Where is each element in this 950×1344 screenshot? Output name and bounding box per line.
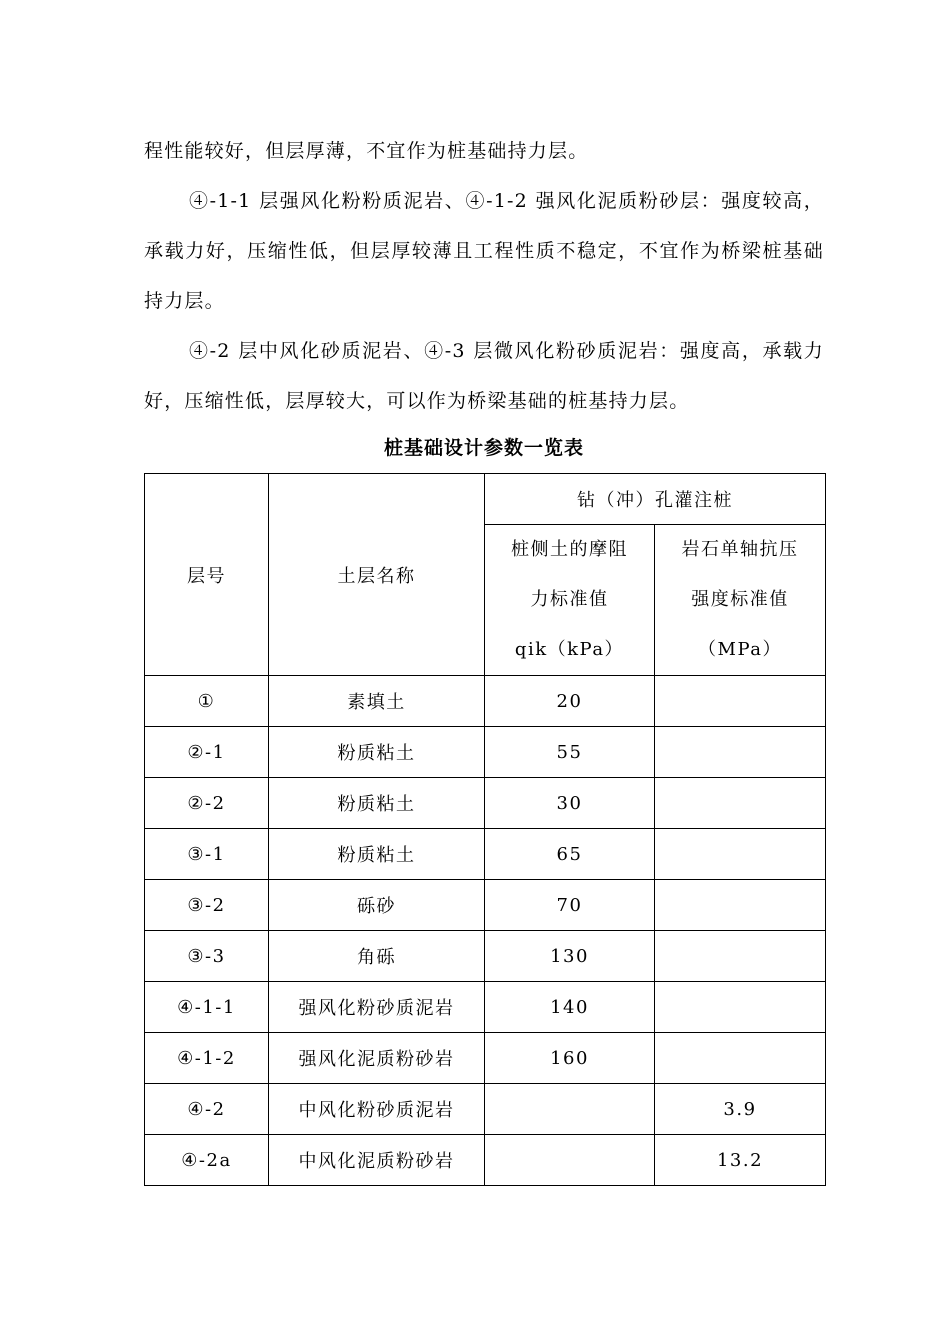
header-row-top	[145, 474, 826, 525]
layer-no-cell: ①	[145, 676, 269, 727]
friction-value-cell: 30	[485, 778, 655, 829]
layer-no-cell: ④-2a	[145, 1135, 269, 1186]
rock-strength-cell	[655, 880, 826, 931]
layer-no-cell: ④-2	[145, 1084, 269, 1135]
layer-no-cell: ②-1	[145, 727, 269, 778]
friction-value-cell	[485, 1084, 655, 1135]
paragraph-layer-4-2: ④-2 层中风化砂质泥岩、④-3 层微风化粉砂质泥岩：强度高，承载力好，压缩性低，层厚较大，可以作为桥梁基础的桩基持力层。	[144, 340, 824, 412]
soil-name-cell: 砾砂	[269, 880, 485, 931]
paragraph-continuation: 程性能较好，但层厚薄，不宜作为桩基础持力层。	[144, 140, 589, 162]
header-layer-no: 层号	[145, 474, 269, 676]
table-row	[145, 676, 826, 727]
soil-name-cell: 角砾	[269, 931, 485, 982]
soil-name-cell: 中风化粉砂质泥岩	[269, 1084, 485, 1135]
soil-name-cell: 强风化泥质粉砂岩	[269, 1033, 485, 1084]
table-row	[145, 727, 826, 778]
header-pile-group: 钻（冲）孔灌注桩	[485, 474, 826, 525]
table-row	[145, 829, 826, 880]
table-row	[145, 931, 826, 982]
header-rock-strength	[655, 525, 826, 676]
soil-name-cell: 强风化粉砂质泥岩	[269, 982, 485, 1033]
layer-no-cell: ②-2	[145, 778, 269, 829]
rock-strength-cell	[655, 982, 826, 1033]
layer-no-cell: ③-2	[145, 880, 269, 931]
paragraph-layer-4-1: ④-1-1 层强风化粉粉质泥岩、④-1-2 强风化泥质粉砂层：强度较高，承载力好，压缩性低，但层厚较薄且工程性质不稳定，不宜作为桥梁桩基础持力层。	[144, 190, 824, 312]
soil-name-cell: 粉质粘土	[269, 778, 485, 829]
header-rock-line: 岩石单轴抗压	[681, 539, 799, 560]
layer-no-cell: ④-1-2	[145, 1033, 269, 1084]
soil-name-cell: 粉质粘土	[269, 727, 485, 778]
soil-name-cell: 中风化泥质粉砂岩	[269, 1135, 485, 1186]
friction-value-cell	[485, 1135, 655, 1186]
header-soil-name: 土层名称	[269, 474, 485, 676]
header-friction-line: qik（kPa）	[514, 639, 625, 660]
table-row	[145, 1135, 826, 1186]
table-row	[145, 778, 826, 829]
friction-value-cell: 55	[485, 727, 655, 778]
header-rock-line: 强度标准值	[691, 589, 789, 610]
header-rock-line: （MPa）	[698, 639, 782, 660]
header-friction-line: 桩侧土的摩阻	[511, 539, 628, 560]
table-row	[145, 1033, 826, 1084]
rock-strength-cell	[655, 931, 826, 982]
rock-strength-cell: 3.9	[655, 1084, 826, 1135]
table-row	[145, 982, 826, 1033]
layer-no-cell: ③-3	[145, 931, 269, 982]
rock-strength-cell	[655, 727, 826, 778]
rock-strength-cell	[655, 778, 826, 829]
soil-name-cell: 素填土	[269, 676, 485, 727]
table-row	[145, 1084, 826, 1135]
layer-no-cell: ③-1	[145, 829, 269, 880]
rock-strength-cell: 13.2	[655, 1135, 826, 1186]
table-title: 桩基础设计参数一览表	[383, 437, 584, 459]
table-row	[145, 880, 826, 931]
friction-value-cell: 70	[485, 880, 655, 931]
friction-value-cell: 160	[485, 1033, 655, 1084]
soil-name-cell: 粉质粘土	[269, 829, 485, 880]
rock-strength-cell	[655, 676, 826, 727]
friction-value-cell: 130	[485, 931, 655, 982]
pile-parameter-table	[144, 473, 826, 1186]
header-friction-line: 力标准值	[530, 589, 609, 610]
friction-value-cell: 140	[485, 982, 655, 1033]
friction-value-cell: 20	[485, 676, 655, 727]
rock-strength-cell	[655, 829, 826, 880]
rock-strength-cell	[655, 1033, 826, 1084]
friction-value-cell: 65	[485, 829, 655, 880]
layer-no-cell: ④-1-1	[145, 982, 269, 1033]
header-friction	[485, 525, 655, 676]
